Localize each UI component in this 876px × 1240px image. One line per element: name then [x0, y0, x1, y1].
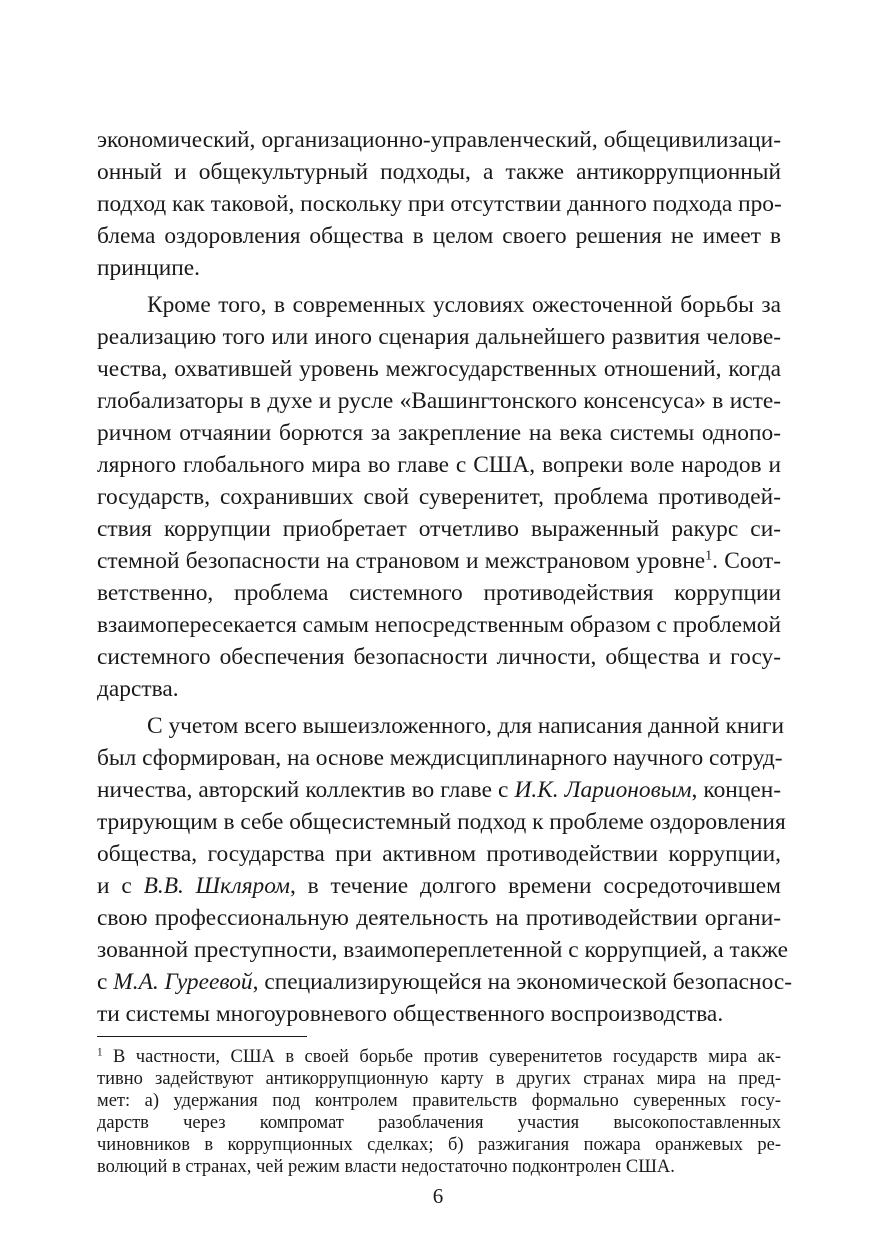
text-segment: стемной безопасности на страновом и межстрановом уровне [97, 548, 706, 574]
text-line: подход как таковой, поскольку при отсутствии данного подхода про- [97, 191, 782, 217]
text-line: экономический, организационно-управленческий, общецивилизаци- [97, 127, 781, 153]
text-line: был сформирован, на основе междисциплинарного научного сотруд- [97, 745, 783, 771]
text-line: дарства. [97, 676, 179, 702]
text-segment: ничества, авторский коллектив во главе с [97, 777, 515, 803]
text-line: чества, охватившей уровень межгосударственных отношений, когда [97, 356, 781, 382]
page-number: 6 [432, 1184, 444, 1208]
text-segment: , концен- [691, 777, 782, 803]
footnote-line: волюций в странах, чей режим власти недостаточно подконтролен США. [97, 1157, 675, 1177]
footnote-separator [97, 1036, 307, 1037]
text-line: глобализаторы в духе и русле «Вашингтонского консенсуса» в исте- [97, 388, 781, 414]
footnote-line: мет: а) удержания под контролем правительств формально суверенных госу- [97, 1091, 781, 1111]
text-line: принципе. [97, 255, 201, 281]
text-segment: В частности, США в своей борьбе против суверенитетов государств мира ак- [102, 1047, 781, 1067]
text-line: ветственно, проблема системного противодействия коррупции [97, 580, 781, 606]
footnote-line [97, 1046, 781, 1068]
text-segment: с [97, 969, 114, 995]
text-line: блема оздоровления общества в целом своего решения не имеет в [97, 223, 781, 249]
footnote-line: тивно задействуют антикоррупционную карту в других странах мира на пред- [97, 1069, 781, 1089]
text-line: ствия коррупции приобретает отчетливо выраженный ракурс си- [97, 516, 781, 542]
text-line: онный и общекультурный подходы, а также антикоррупционный [97, 159, 781, 185]
text-segment: , специализирующейся на экономической безопаснос- [252, 969, 793, 995]
text-line: общества, государства при активном противодействии коррупции, [97, 841, 781, 867]
text-line [97, 774, 781, 806]
text-line-with-footnote-ref [97, 545, 781, 577]
author-name: М.А. Гуреевой [113, 969, 253, 995]
text-line: зованной преступности, взаимопереплетенной с коррупцией, а также [97, 937, 788, 963]
text-segment: , в течение долгого времени сосредоточившем [290, 873, 781, 899]
text-line: лярного глобального мира во главе с США, вопреки воле народов и [97, 452, 781, 478]
text-line [97, 870, 781, 902]
text-line [97, 966, 793, 998]
text-line: системного обеспечения безопасности личности, общества и госу- [97, 644, 781, 670]
text-segment: и с [97, 873, 144, 899]
text-line: государств, сохранивших свой суверенитет, проблема противодей- [97, 484, 781, 510]
text-line: ти системы многоуровневого общественного воспроизводства. [97, 1001, 724, 1027]
footnote-number: 1 [97, 1046, 103, 1059]
text-line: трирующим в себе общесистемный подход к проблеме оздоровления [97, 809, 786, 835]
footnote-reference[interactable]: 1 [705, 547, 713, 564]
author-name: И.К. Ларионовым [514, 777, 692, 803]
footnote-line: чиновников в коррупционных сделках; б) разжигания пожара оранжевых ре- [97, 1135, 781, 1155]
text-line: свою профессиональную деятельность на противодействии органи- [97, 905, 781, 931]
footnote-line: дарств через компромат разоблачения участия высокопоставленных [97, 1113, 781, 1133]
author-name: В.В. Шкляром [143, 873, 290, 899]
text-line: Кроме того, в современных условиях ожесточенной борьбы за [147, 292, 781, 318]
text-segment: . Соот- [712, 548, 781, 574]
text-line: ричном отчаянии борются за закрепление на века системы однопо- [97, 420, 781, 446]
text-line: реализацию того или иного сценария дальнейшего развития челове- [97, 324, 781, 350]
text-line: взаимопересекается самым непосредственным образом с проблемой [97, 612, 782, 638]
text-line: С учетом всего вышеизложенного, для написания данной книги [147, 713, 785, 739]
